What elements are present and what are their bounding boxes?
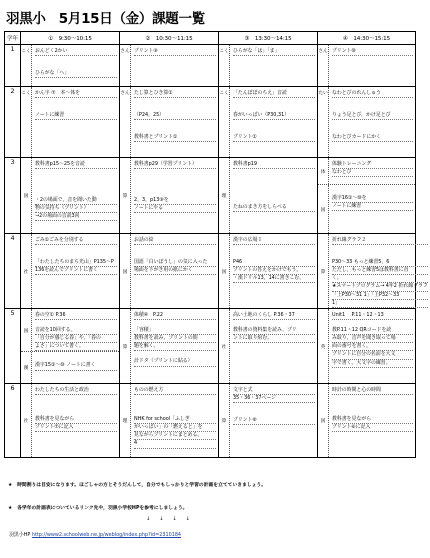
lesson-cell: [318, 234, 428, 309]
task-line: （P24，25）: [134, 112, 216, 120]
task-line: 時計の時間と心の時間: [332, 387, 413, 395]
task-line: [35, 402, 117, 409]
task-line: [233, 190, 315, 197]
task-line: 教科書を読み，プリントの問: [134, 335, 216, 343]
task-line: [134, 176, 216, 183]
task-line: →2の場面の音読3回: [35, 213, 117, 221]
lesson-cell: [318, 309, 416, 384]
note-links: ★ 各学年の計画表についているリンク先や，羽黒小学校HPを参考にしましょう。: [8, 506, 188, 511]
task-line: りょう足とび，かけ足とび: [332, 112, 413, 120]
task-line: [332, 402, 413, 409]
task-line: ごみ①ごみを分別する: [35, 237, 117, 245]
task-line: く。: [332, 275, 428, 283]
task-line: 国語「白いぼうし」の気に入った: [134, 259, 216, 267]
subject-label: さん: [120, 45, 131, 86]
task-line: よさ」について書く。: [35, 343, 117, 351]
task-line: プリント⑧: [233, 417, 315, 425]
lesson-cell: [21, 384, 120, 458]
task-line: [233, 183, 315, 190]
task-line: 教科書とプリント①: [134, 134, 216, 142]
lesson-cell: [21, 87, 120, 158]
task-line: 面の番号を書く。: [332, 343, 413, 351]
task-line: Unit1 P.11・12・13: [332, 312, 413, 320]
subject-label: こく: [219, 87, 230, 157]
header-row: [5, 32, 416, 45]
footer: [9, 531, 181, 538]
task-line: [134, 120, 216, 127]
subject-label: 国: [21, 158, 32, 233]
task-line: [134, 402, 216, 409]
task-line: [233, 120, 315, 127]
task-line: なわとびカードにかく: [332, 134, 413, 142]
task-line: 物の気持ち（プリント）: [35, 205, 117, 213]
subject-label: 漢: [21, 352, 32, 383]
task-line: [134, 183, 216, 190]
task-line: 「自分が感じる春」や，「春の: [35, 335, 117, 343]
task-line: かん字 ⑦ 本～体を: [35, 90, 117, 98]
task-line: ものの燃え方: [134, 387, 216, 395]
task-line: 2，3，p13⑨を: [134, 197, 216, 205]
subject-label: 体: [318, 158, 329, 184]
task-line: [233, 176, 315, 183]
subject-label: こく: [21, 87, 32, 157]
task-line: 136を読んでプリントに書く: [35, 267, 117, 275]
grade-row: [5, 384, 416, 458]
task-line: 教科書p29（学習プリント）: [134, 161, 216, 169]
grade-row: [5, 87, 416, 158]
lesson-cell: [318, 384, 416, 458]
task-line: 高い土地のくらし P.36・37: [233, 312, 315, 320]
period-2-header: ② 10:30～11:15: [120, 32, 219, 45]
task-line: NHK for school「ふしぎ: [134, 416, 216, 424]
task-line: [332, 120, 413, 127]
task-line: 教科書p19: [233, 161, 315, 169]
grade-header: 学年: [5, 32, 21, 45]
task-line: [233, 245, 315, 252]
lesson-cell: [120, 234, 219, 309]
lesson-cell: [120, 384, 219, 458]
grade-number: 4: [5, 234, 21, 309]
task-line: プリント①: [233, 134, 315, 142]
subject-label: 理: [219, 158, 230, 233]
subject-label: 社: [219, 309, 230, 383]
subject-label: さん: [120, 87, 131, 157]
task-line: [233, 98, 315, 105]
task-line: [134, 169, 216, 176]
lesson-cell: [219, 384, 318, 458]
task-line: 教科書を見ながら: [35, 416, 117, 424]
task-line: 計ドタ（プリントに貼る）: [134, 358, 216, 366]
task-line: わたしたちの生活と政治: [35, 387, 117, 395]
grade-number: 6: [5, 384, 21, 458]
task-line: 文字と式: [233, 387, 315, 395]
grade-number: 2: [5, 87, 21, 158]
task-line: 題を解く。: [134, 343, 216, 351]
task-line: 見ながらプリントにまとめる。: [134, 432, 216, 440]
task-line: [35, 56, 117, 63]
task-line: ノートにやる: [134, 205, 216, 213]
grade-row: [5, 309, 416, 384]
task-line: 漢字16①～⑩を: [332, 195, 413, 203]
task-line: [35, 395, 117, 402]
lesson-cell: [120, 45, 219, 87]
subject-label: 算: [120, 158, 131, 233]
task-line: [134, 245, 216, 252]
task-line: 折れ線グラフ２: [332, 237, 428, 245]
task-line: 「わたしたちのまち光山」P135～P: [35, 259, 117, 267]
task-line: P30～33 もっと練習5，6: [332, 259, 428, 267]
period-4-header: ④ 14:30～15:15: [318, 32, 416, 45]
grade-number: 1: [5, 45, 21, 87]
task-line: 4: [134, 440, 216, 448]
task-line: [332, 245, 428, 252]
subject-label: 国: [120, 234, 131, 308]
task-line: 漢字の広場１: [233, 237, 315, 245]
task-line: たし算とひき算①: [134, 90, 216, 98]
lesson-cell: [21, 309, 120, 384]
task-line: プリント⑩: [332, 48, 413, 56]
task-line: [134, 395, 216, 402]
period-3-header: ③ 13:30～14:15: [219, 32, 318, 45]
task-line: ただし，もっと練習5は教科書に直: [332, 267, 428, 275]
task-line: [233, 410, 315, 417]
task-line: がいっぱい」の「燃えると」を: [134, 424, 216, 432]
lesson-cell: [219, 87, 318, 158]
task-line: [332, 98, 413, 105]
task-line: [35, 176, 117, 183]
task-line: プリント⑥に記入: [332, 424, 413, 432]
task-line: 「たんぽぽのちえ」音読: [233, 90, 315, 98]
task-line: 教科書の資料集を読み，プリ: [233, 327, 315, 335]
task-line: 35・36・37ページ: [233, 395, 315, 403]
lesson-cell: [120, 309, 219, 384]
task-line: 字で書く。大文字の練習。: [332, 360, 413, 368]
subject-label: 国: [21, 309, 32, 351]
lesson-cell: [219, 234, 318, 309]
page-title: 羽黒小 5月15日（金）課題一覧: [6, 11, 205, 27]
subject-label: 国: [318, 185, 329, 233]
lesson-cell: [219, 158, 318, 234]
task-line: 「容積」: [134, 327, 216, 335]
task-line: 体験トレーニング: [332, 161, 413, 169]
lesson-cell: [219, 309, 318, 384]
task-line: 教P.11・12 QRコードを読: [332, 327, 413, 335]
subject-label: さん: [318, 45, 329, 86]
task-line: ントに取り組む。: [233, 335, 315, 343]
subject-label: 国: [318, 384, 329, 457]
task-line: [35, 183, 117, 190]
grade-number: 5: [5, 309, 21, 384]
lesson-cell: [21, 45, 120, 87]
task-line: 音読を10回する。: [35, 327, 117, 335]
task-line: 体積④ P.22: [134, 312, 216, 320]
task-line: ・漢ドリル13，14に書きこむ。: [233, 275, 315, 283]
task-line: お話の絵: [134, 237, 216, 245]
footer-label: 羽黒小HP: [9, 532, 31, 538]
subject-label: 理: [120, 384, 131, 457]
task-line: プリント⑦に記入: [35, 424, 117, 432]
task-line: [332, 177, 413, 184]
task-line: [233, 403, 315, 410]
task-line: [332, 395, 413, 402]
task-line: なわとび: [332, 169, 413, 177]
task-line: プリントの答えをかけでもう。: [233, 267, 315, 275]
period-1-header: ① 9:30～10:15: [21, 32, 120, 45]
grade-row: [5, 158, 416, 234]
task-line: P46: [233, 259, 315, 267]
task-line: み取り，音声を聞き取って場: [332, 335, 413, 343]
subject-label: こく: [219, 45, 230, 86]
subject-label: 社: [21, 234, 32, 308]
task-line: [233, 252, 315, 259]
lesson-cell: [21, 158, 120, 234]
subject-label: 算: [318, 234, 329, 308]
task-line: [233, 169, 315, 176]
task-line: 「上P30～31 1」「上P32～33: [332, 292, 428, 300]
subject-label: こく: [21, 45, 32, 86]
subject-label: 社: [21, 384, 32, 457]
task-line: 1」: [332, 300, 428, 308]
note-schedule: ★ 時間割りは目安になります。ほごしゃの方とそうだんして，自分でもしっかりと学習の計画を立てていきましょう。: [8, 483, 267, 488]
task-line: [134, 105, 216, 112]
lesson-cell: [120, 158, 219, 234]
lesson-cell: [21, 234, 120, 309]
subject-label: 算: [219, 384, 230, 457]
task-line: ノートに練習: [332, 203, 413, 211]
task-line: ノートに練習: [35, 112, 117, 120]
subject-label: たい: [318, 87, 329, 157]
task-line: 場面を下がき用の紙にかく: [134, 267, 216, 275]
task-line: 教科書を見ながら: [332, 416, 413, 424]
grade-row: [5, 234, 416, 309]
subject-label: 国: [219, 234, 230, 308]
task-line: ・2の場面で，音を聞いた動: [35, 197, 117, 205]
task-line: [134, 98, 216, 105]
task-line: おんどく2かい: [35, 48, 117, 56]
task-line: ひらがな「は」「ま」: [233, 48, 315, 56]
lesson-cell: [219, 45, 318, 87]
task-line: [35, 98, 117, 105]
lesson-cell: [120, 87, 219, 158]
timetable: [4, 31, 428, 458]
school-homepage-link[interactable]: http://www2.schoolweb.ne.jp/weblog/index.php?id=2310184: [31, 532, 182, 538]
task-line: [35, 245, 117, 252]
task-line: [233, 127, 315, 134]
lesson-cell: [318, 87, 416, 158]
down-arrows-icon: ↓↓↓↓: [146, 516, 199, 522]
lesson-cell: [318, 45, 416, 87]
lesson-cell: [318, 158, 416, 234]
grade-row: [5, 45, 416, 87]
task-line: [134, 190, 216, 197]
subject-label: 算: [120, 309, 131, 383]
task-line: [35, 169, 117, 176]
task-line: 漢字15①～⑩ ノートに書く: [35, 362, 117, 370]
task-line: 春がいっぱい（P30,31）: [233, 112, 315, 120]
grade-number: 3: [5, 158, 21, 234]
task-line: ひらがな「へ」: [35, 70, 117, 78]
task-line: なわとびのれんしゅう: [332, 90, 413, 98]
task-line: プリントに自分の名前を大文: [332, 351, 413, 359]
task-line: ★スマートプログラム→ 4年2 折れ線グラフ: [332, 283, 428, 291]
task-line: 教科書p15～25を音読: [35, 161, 117, 169]
task-line: 春の空① P.36: [35, 312, 117, 320]
task-line: たねのまき方をしらべる: [233, 204, 315, 212]
task-line: プリント⑨: [134, 48, 216, 56]
subject-label: 英: [318, 309, 329, 383]
